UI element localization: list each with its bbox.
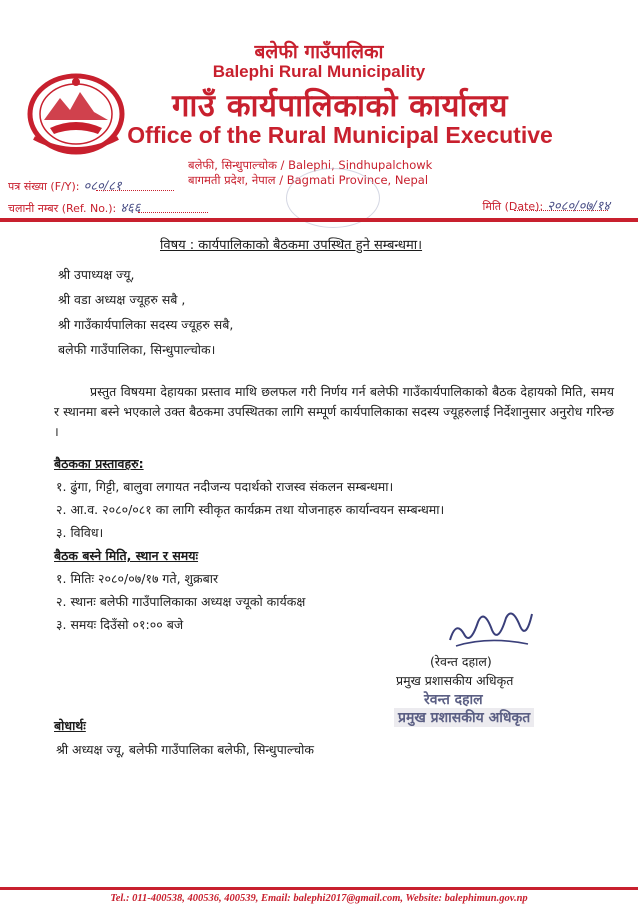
- proposal-item: १. ढुंगा, गिट्टी, बालुवा लगायत नदीजन्य पदार्थको राजस्व संकलन सम्बन्धमा।: [56, 479, 394, 494]
- office-name-english: Office of the Rural Municipal Executive: [127, 122, 553, 148]
- recipient-line: बलेफी गाउँपालिका, सिन्धुपाल्चोक।: [58, 342, 216, 357]
- date-dotted-line: [514, 210, 608, 211]
- stamp-name: रेवन्त दहाल: [424, 692, 483, 708]
- cc-line: श्री अध्यक्ष ज्यू, बलेफी गाउँपालिका बलेफी, सिन्धुपाल्चोक: [56, 742, 314, 757]
- handwritten-signature: [442, 600, 538, 654]
- office-name-nepali: गाउँ कार्यपालिकाको कार्यालय: [171, 88, 509, 124]
- proposals-heading: बैठकका प्रस्तावहरु:: [54, 456, 144, 471]
- reference-number-label: चलानी नम्बर (Ref. No.):: [8, 202, 117, 215]
- footer-contact: Tel.: 011-400538, 400536, 400539, Email: balephi2017@gmail.com, Website: balephimun.gov.np: [110, 893, 528, 904]
- recipient-line: श्री गाउँकार्यपालिका सदस्य ज्यूहरु सबै,: [58, 317, 234, 332]
- footer-divider: [0, 887, 638, 890]
- cc-heading: बोधार्थः: [54, 718, 86, 733]
- letter-number-label: पत्र संख्या (F/Y):: [8, 180, 80, 193]
- letter-number: [8, 176, 122, 194]
- municipality-name-nepali: बलेफी गाउँपालिका: [254, 41, 384, 63]
- meeting-info-heading: बैठक बस्ने मिति, स्थान र समयः: [54, 548, 199, 563]
- subject-line: विषय : कार्यपालिकाको बैठकमा उपस्थित हुने सम्बन्धमा।: [160, 238, 423, 253]
- address-line-1: बलेफी, सिन्धुपाल्चोक / Balephi, Sindhupalchowk: [188, 158, 433, 172]
- letter-date: [483, 196, 610, 214]
- reference-number: [8, 198, 141, 216]
- date-value: २०८०/०७/१४: [547, 199, 610, 214]
- address-line-2: बागमती प्रदेश, नेपाल / Bagmati Province, Nepal: [188, 173, 429, 187]
- letter-number-dotted-line: [96, 190, 174, 191]
- header-divider: [0, 218, 638, 222]
- stamp-title: प्रमुख प्रशासकीय अधिकृत: [394, 708, 534, 727]
- body-paragraph: प्रस्तुत विषयमा देहायका प्रस्ताव माथि छलफल गरी निर्णय गर्न बलेफी गाउँकार्यपालिकाको बैठक देहायको मिति, समय र स्थानमा बस्ने भएकाले उक्त बैठकमा उपस्थितका लागि सम्पूर्ण कार्यपालिकाका सदस्य ज्यूहरुलाई निर्देशानुसार अनुरोध गरिन्छ ।: [54, 384, 614, 439]
- reference-number-dotted-line: [138, 212, 208, 213]
- signatory-name: (रेवन्त दहाल): [430, 654, 492, 669]
- meeting-info-item: २. स्थानः बलेफी गाउँपालिकाका अध्यक्ष ज्यूको कार्यकक्ष: [56, 594, 306, 609]
- recipient-line: श्री उपाध्यक्ष ज्यू,: [58, 267, 135, 282]
- meeting-info-item: ३. समयः दिउँसो ०१:०० बजे: [56, 617, 184, 632]
- municipality-name-english: Balephi Rural Municipality: [212, 62, 426, 81]
- recipient-line: श्री वडा अध्यक्ष ज्यूहरु सबै ,: [58, 292, 186, 307]
- proposal-item: ३. विविध।: [56, 525, 104, 540]
- meeting-info-item: १. मितिः २०८०/०७/१७ गते, शुक्रबार: [56, 571, 219, 586]
- signatory-title: प्रमुख प्रशासकीय अधिकृत: [396, 673, 514, 688]
- date-label: मिति (Date):: [482, 200, 544, 213]
- letter-number-value: ०८०/८१: [83, 179, 122, 194]
- reference-number-value: ४६६: [120, 201, 141, 216]
- proposal-item: २. आ.व. २०८०/०८१ का लागि स्वीकृत कार्यक्रम तथा योजनाहरु कार्यान्वयन सम्बन्धमा।: [56, 502, 445, 517]
